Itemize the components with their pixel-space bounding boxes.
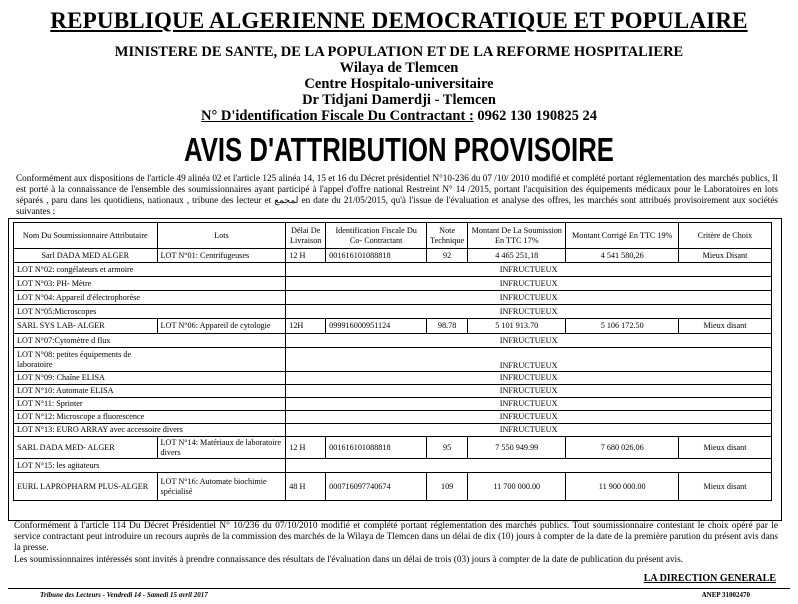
wilaya-line: Wilaya de Tlemcen <box>339 60 459 76</box>
cell-nif: 099916000951124 <box>326 319 427 334</box>
cell-nif: 001616101088818 <box>326 249 427 263</box>
cell-lot: LOT N°03: PH- Mètre <box>14 277 286 291</box>
cell-note: 109 <box>427 473 468 501</box>
cell-nif: 000716097740674 <box>326 473 427 501</box>
cell-status: INFRUCTUEUX <box>286 291 772 305</box>
cell-lot: LOT N°11: Sprinter <box>14 398 286 411</box>
ministry-heading: MINISTERE DE SANTE, DE LA POPULATION ET DE LA REFORME HOSPITALIERE <box>114 44 684 60</box>
table-row <box>14 411 772 424</box>
cell-montant: 5 101 913.70 <box>468 319 566 334</box>
table-row <box>14 334 772 348</box>
col-header-montant-corrige: Montant Corrigé En TTC 19% <box>566 223 679 249</box>
cell-status: INFRUCTUEUX <box>286 411 772 424</box>
cell-delai: 12 H <box>286 437 326 459</box>
cell-lot: LOT N°08: petites équipements de laboratoire <box>14 348 286 372</box>
table-row <box>14 263 772 277</box>
republic-heading: REPUBLIQUE ALGERIENNE DEMOCRATIQUE ET POPULAIRE <box>50 8 748 33</box>
cell-lot: LOT N°06: Appareil de cytologie <box>157 319 286 334</box>
results-paragraph: Les soumissionnaires intéressés sont invités à prendre connaissance des résultats de l'évaluation dans un délai de trois (03) jours à compter de la date de publication du présent avis. <box>14 554 684 565</box>
cell-lot: LOT N°16: Automate biochimie spécialisé <box>157 473 286 501</box>
table-row <box>14 459 772 473</box>
cell-status: INFRUCTUEUX <box>286 424 772 437</box>
table-row <box>14 277 772 291</box>
doctor-line: Dr Tidjani Damerdji - Tlemcen <box>302 92 496 108</box>
cell-lot: LOT N°01: Centrifugeuses <box>157 249 286 263</box>
cell-critere: Mieux disant <box>678 437 771 459</box>
cell-note: 92 <box>427 249 468 263</box>
cell-montant: 11 700 000.00 <box>468 473 566 501</box>
cell-delai: 48 H <box>286 473 326 501</box>
cell-status: INFRUCTUEUX <box>286 263 772 277</box>
col-header-critere: Critère de Choix <box>678 223 771 249</box>
cell-soumissionnaire: EURL LAPROPHARM PLUS-ALGER <box>14 473 158 501</box>
cell-status <box>286 459 772 473</box>
notice-title: AVIS D'ATTRIBUTION PROVISOIRE <box>184 131 614 168</box>
col-header-note: Note Technique <box>427 223 468 249</box>
col-header-montant: Montant De La Soumission En TTC 17% <box>468 223 566 249</box>
cell-montant: 7 550 949.99 <box>468 437 566 459</box>
publication-info: Tribune des Lecteurs - Vendredi 14 - Samedi 15 avril 2017 <box>40 591 208 599</box>
cell-lot: LOT N°13: EURO ARRAY avec accessoire divers <box>14 424 286 437</box>
cell-delai: 12H <box>286 319 326 334</box>
cell-status: INFRUCTUEUX <box>286 372 772 385</box>
table-row <box>14 319 772 334</box>
col-header-lots: Lots <box>157 223 286 249</box>
nif-line <box>0 108 798 124</box>
anep-reference: ANEP 31002470 <box>701 591 750 599</box>
cell-critere: Mieux Disant <box>678 249 771 263</box>
cell-status: INFRUCTUEUX <box>286 334 772 348</box>
attribution-table <box>13 222 772 501</box>
table-row <box>14 372 772 385</box>
table-header-row <box>14 223 772 249</box>
cell-critere: Mieux disant <box>678 319 771 334</box>
cell-status: INFRUCTUEUX <box>286 305 772 319</box>
cell-critere: Mieux disant <box>678 473 771 501</box>
intro-paragraph: Conformément aux dispositions de l'article 49 alinéa 02 et l'article 125 alinéa 14, 15 et 16 du Décret présidentiel N°10-236 du 07 /10/ 2010 modifié et complété portant réglementation des marchés publics, Il est porté à la connaissance de l'ensemble des soumissionnaires ayant participé à l'appel d'offre national Restreint N° 14 /2015, portant l'acquisition des équipements médicaux pour le Laboratoires en lots séparés , paru dans les quotidiens, nationaux , tribune des lecteur et لمجمع en date du 21/05/2015, qu'à l'issue de l'évaluation et analyse des offres, les marchés sont attribués provisoirement aux sociétés suivantes : <box>16 173 779 216</box>
cell-soumissionnaire: SARL DADA MED- ALGER <box>14 437 158 459</box>
table-row <box>14 385 772 398</box>
cell-montant-corrige: 5 106 172.50 <box>566 319 679 334</box>
cell-status: INFRUCTUEUX <box>286 348 772 372</box>
cell-status: INFRUCTUEUX <box>286 277 772 291</box>
cell-delai: 12 H <box>286 249 326 263</box>
table-row <box>14 348 772 372</box>
cell-lot: LOT N°15: les agitateurs <box>14 459 286 473</box>
table-row <box>14 305 772 319</box>
table-row <box>14 249 772 263</box>
cell-montant: 4 465 251,18 <box>468 249 566 263</box>
cell-lot: LOT N°04: Appareil d'électrophorèse <box>14 291 286 305</box>
table-row <box>14 424 772 437</box>
table-row <box>14 291 772 305</box>
nif-value: 0962 130 190825 24 <box>477 108 598 124</box>
cell-status: INFRUCTUEUX <box>286 398 772 411</box>
col-header-soumissionnaire: Nom Du Soumissionnaire Attributaire <box>14 223 158 249</box>
cell-lot: LOT N°10: Automate ELISA <box>14 385 286 398</box>
cell-soumissionnaire: Sarl DADA MED ALGER <box>14 249 158 263</box>
table-row <box>14 398 772 411</box>
cell-lot: LOT N°12: Microscope a fluorescence <box>14 411 286 424</box>
cell-lot: LOT N°14: Matériaux de laboratoire divers <box>157 437 286 459</box>
table-row <box>14 437 772 459</box>
cell-montant-corrige: 7 680 026.06 <box>566 437 679 459</box>
cell-lot: LOT N°02: congélateurs et armoire <box>14 263 286 277</box>
centre-line: Centre Hospitalo-universitaire <box>304 76 494 92</box>
col-header-nif: Identification Fiscale Du Co- Contractant <box>326 223 427 249</box>
col-header-delai: Délai De Livraison <box>286 223 326 249</box>
cell-nif: 001616101088818 <box>326 437 427 459</box>
nif-label: N° D'identification Fiscale Du Contractant : <box>200 108 474 124</box>
cell-lot: LOT N°09: Chaîne ELISA <box>14 372 286 385</box>
footer-text <box>14 521 778 566</box>
cell-montant-corrige: 11 900 000.00 <box>566 473 679 501</box>
cell-note: 98.78 <box>427 319 468 334</box>
bottom-divider <box>8 588 790 589</box>
cell-montant-corrige: 4 541 580,26 <box>566 249 679 263</box>
cell-lot: LOT N°05:Microscopes <box>14 305 286 319</box>
table-row <box>14 473 772 501</box>
appeal-paragraph: Conformément à l'article 114 Du Décret Présidentiel N° 10/236 du 07/10/2010 modifié et complété portant réglementation des marchés publics. Tout soumissionnaire contestant le choix opéré par le service contractant peut introduire un recours auprès de la commission des marchés de la Wilaya de Tlemcen dans un délai de dix (10) jours à compter de la date de la première parution du présent avis dans la presse. <box>14 521 778 554</box>
cell-note: 95 <box>427 437 468 459</box>
cell-soumissionnaire: SARL SYS LAB- ALGER <box>14 319 158 334</box>
cell-lot: LOT N°07:Cytomètre d flux <box>14 334 286 348</box>
cell-status: INFRUCTUEUX <box>286 385 772 398</box>
signature: LA DIRECTION GENERALE <box>643 573 776 584</box>
